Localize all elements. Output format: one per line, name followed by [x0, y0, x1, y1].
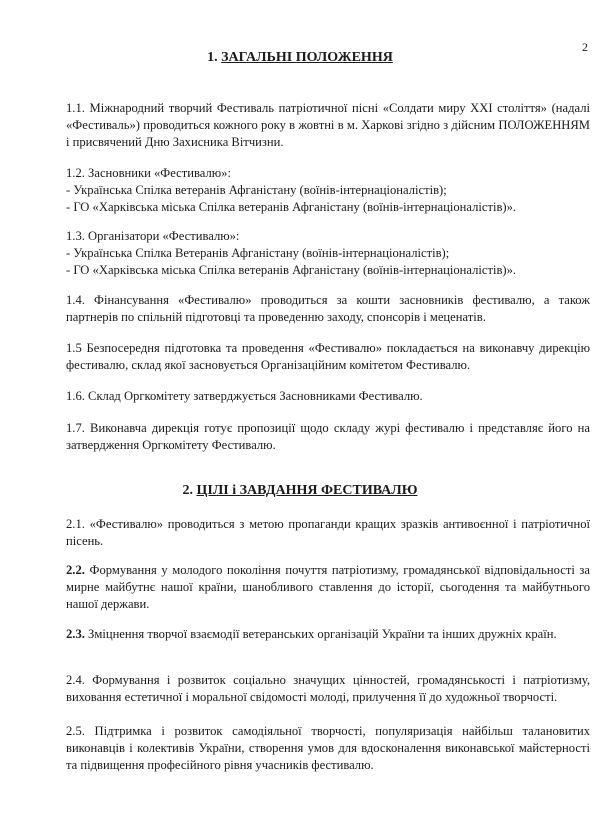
paragraph-line: 1.4. Фінансування «Фестивалю» проводиться за кошти засновників фестивалю, а також партнерів по спільній підготовці та проведенню заходу, спонсорів і меценатів. — [66, 293, 590, 324]
paragraph-1-5 — [66, 340, 590, 374]
item-number: 2.1. — [66, 517, 85, 531]
paragraph-2-2 — [66, 562, 590, 613]
paragraph-line: - ГО «Харківська міська Спілка ветеранів Афганістану (воїнів-інтернаціоналістів)». — [66, 263, 517, 277]
paragraph-1-6 — [66, 388, 590, 405]
item-text: Підтримка і розвиток самодіяльної творчості, популяризація найбільш талановитих виконавців і колективів України, створення умов для вдосконалення виконавської майстерності та підвищення професійного рівня учасників фестивалю. — [66, 724, 590, 772]
paragraph-2-1 — [66, 516, 590, 550]
paragraph-line: 1.3. Організатори «Фестивалю»: — [66, 229, 240, 243]
section-2-heading — [0, 483, 600, 499]
paragraph-1-2 — [66, 165, 590, 216]
paragraph-line: 1.1. Міжнародний творчий Фестиваль патріотичної пісні «Солдати миру XXI століття» (надалі «Фестиваль») проводиться кожного року в жовтні в м. Харкові згідно з дійсним ПОЛОЖЕННЯМ і присвячений Дню Захисника Вітчизни. — [66, 101, 590, 149]
section-2-number: 2. — [182, 483, 193, 498]
item-text: Формування у молодого покоління почуття патріотизму, громадянської відповідальності за мирне майбутнє нашої країни, шанобливого ставлення до історії, сьогодення та майбутнього нашої держави. — [66, 563, 590, 611]
item-number: 2.5. — [66, 724, 85, 738]
item-number: 2.4. — [66, 673, 85, 687]
page-number: 2 — [582, 40, 588, 54]
paragraph-1-7 — [66, 420, 590, 454]
section-1-heading — [0, 50, 600, 66]
section-2-title: ЦІЛІ і ЗАВДАННЯ ФЕСТИВАЛЮ — [196, 483, 418, 498]
paragraph-line: - Українська Спілка ветеранів Афганістану (воїнів-інтернаціоналістів); — [66, 183, 447, 197]
item-text: Зміцнення творчої взаємодії ветеранських організацій України та інших дружніх країн. — [88, 627, 557, 641]
paragraph-2-5 — [66, 723, 590, 774]
item-text: «Фестивалю» проводиться з метою пропаганди кращих зразків антивоєнної і патріотичної пісень. — [66, 517, 590, 548]
item-text: Формування і розвиток соціально значущих цінностей, громадянськості і патріотизму, виховання естетичної і моральної свідомості молоді, прилучення її до художньої творчості. — [66, 673, 590, 704]
paragraph-line: 1.6. Склад Оргкомітету затверджується Засновниками Фестивалю. — [66, 389, 423, 403]
item-number: 2.3. — [66, 627, 85, 641]
paragraph-line: - Українська Спілка Ветеранів Афганістану (воїнів-інтернаціоналістів); — [66, 246, 450, 260]
section-1-number: 1. — [207, 50, 218, 65]
paragraph-1-4 — [66, 292, 590, 326]
paragraph-line: 1.7. Виконавча дирекція готує пропозиції щодо складу журі фестивалю і представляє його на затвердження Оргкомітету Фестивалю. — [66, 421, 590, 452]
section-1-title: ЗАГАЛЬНІ ПОЛОЖЕННЯ — [221, 50, 393, 65]
paragraph-2-3 — [66, 626, 590, 643]
paragraph-1-3 — [66, 228, 590, 279]
item-number: 2.2. — [66, 563, 85, 577]
paragraph-1-1 — [66, 100, 590, 151]
paragraph-line: - ГО «Харківська міська Спілка ветеранів Афганістану (воїнів-інтернаціоналістів)». — [66, 200, 517, 214]
paragraph-line: 1.2. Засновники «Фестивалю»: — [66, 166, 231, 180]
paragraph-line: 1.5 Безпосередня підготовка та проведення «Фестивалю» покладається на виконавчу дирекцію фестивалю, склад якої засновується Організаційним комітетом Фестивалю. — [66, 341, 590, 372]
paragraph-2-4 — [66, 672, 590, 706]
